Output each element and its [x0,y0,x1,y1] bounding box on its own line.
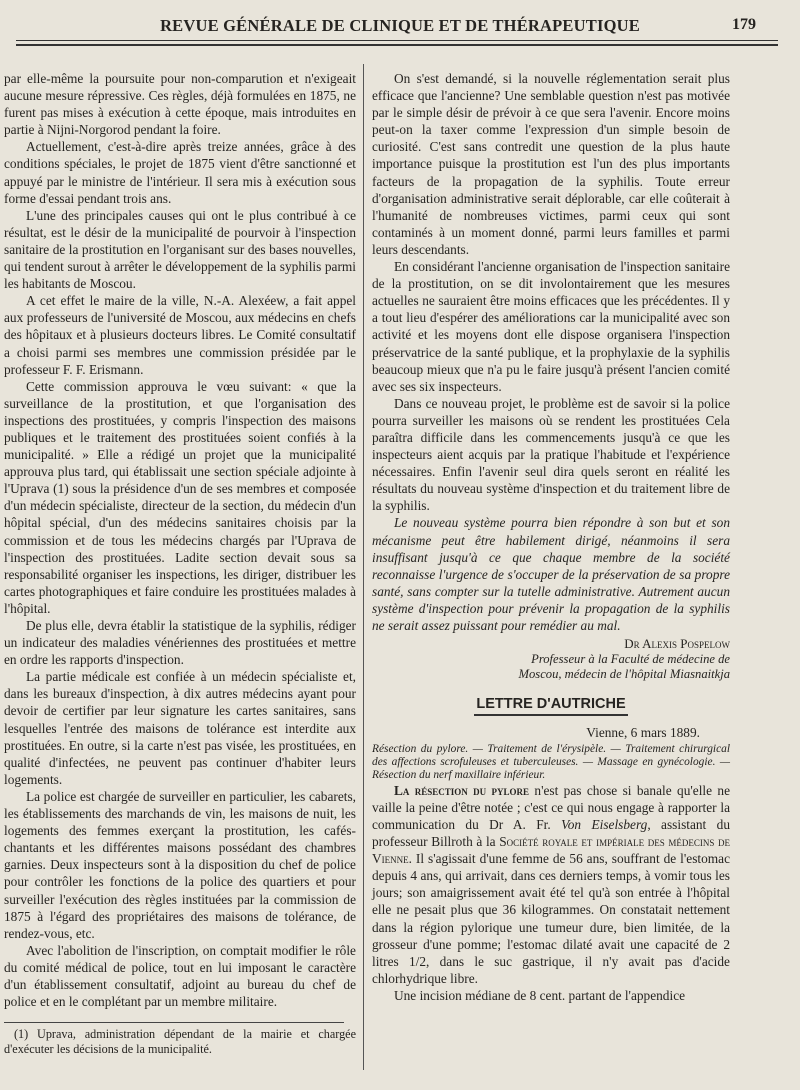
right-column [372,70,730,1004]
paragraph: Une incision médiane de 8 cent. partant de l'appendice [394,987,686,1003]
left-column [4,70,356,1057]
dateline: Vienne, 6 mars 1889. [586,725,700,741]
paragraph [372,782,730,987]
paragraph: La partie médicale est confiée à un médecin spécialiste et, dans les bureaux d'inspection, à dix autres médecins ayant pour devoir de certifier par leur signature les cartes sanitaires, sans lesquelles l'entrée des maisons de tolérance est interdite aux prostituées. En outre, si la carte n'est pas visée, les prostituées, en qualité d'infectées, ne peuvent pas continuer d'habiter leurs logements. [4,669,356,787]
text-run: n'est pas chose si banale qu'elle ne vaille la peine d'être notée ; c'est ce qui nous engage à rapporter la communication du Dr A. Fr. [372,782,730,832]
author-name: Dr Alexis Pospelow [624,636,730,652]
column-divider [363,64,364,1070]
paragraph: Dans ce nouveau projet, le problème est de savoir si la police pourra surveiller les maisons où se rendent les prostituées Cela paraîtra difficile dans les commencements jusqu'à ce que les inspecteurs aient acquis par la pratique l'habitude et l'expérience nécessaires. Enfin l'avenir seul dira quels seront en réalité les résultats du nouveau système d'inspection et du traitement libre de la syphilis. [372,395,730,514]
footnote: (1) Uprava, administration dépendant de la mairie et chargée d'exécuter les décisions de la municipalité. [4,1027,356,1056]
conclusion-paragraph: Le nouveau système pourra bien répondre à son but et son mécanisme peut être habilement dirigé, néanmoins il sera insuffisant jusqu'à ce que chaque membre de la société reconnaisse l'urgence de s'occuper de la préservation de sa propre santé, sans compter sur la tutelle administrative. Autrement aucun système d'inspection pour prévenir la propagation de la syphilis ne serait assez puissant pour remédier au mal. [372,515,730,633]
lead-term: La résection du pylore [394,782,530,798]
person-name: Von Eiselsberg [561,816,648,832]
running-header [14,14,786,40]
paragraph: On s'est demandé, si la nouvelle réglementation serait plus efficace que l'ancienne? Une semblable question n'est pas motivée par le simple désir de prévoir à ce que sera l'avenir. Encore moins peut-on la taxer comme l'expression d'un simple besoin de curiosité. C'est sans contredit une question de la plus haute importance puisque la prostitution est l'un des plus importants facteurs de la propagation de la syphilis. Toute erreur d'organisation administrative serait déplorable, car elle coûterait à l'humanité de nombreuses victimes, parmi ceux qui sont contaminés à un moment donné, parmi leurs familles et parmi leurs descendants. [372,71,730,257]
paragraph: La police est chargée de surveiller en particulier, les cabarets, les établissements des marchands de vin, les maisons de nuit, les logements des femmes exerçant la prostitution, les cafés-chantants et les différentes maisons possédant des chambres garnies. Deux inspecteurs sont à la disposition du chef de police pour contrôler les fonctions de la police des quartiers et pour surveiller l'exécution des règles instituées par la commission de 1875 à l'égard des propriétaires des maisons de tolérance, de rendez-vous, etc. [4,788,356,941]
paragraph: En considérant l'ancienne organisation de l'inspection sanitaire de la prostitution, on se dit involontairement que les mesures actuelles ne sauraient être moins efficaces que les précédentes. Il y a tout lieu d'espérer des améliorations car la municipalité avec son activité et les moyens dont elle dispose organisera l'inspection préservatrice de la santé publique, et la prophylaxie de la syphilis beaucoup mieux que n'a pu le faire jusqu'à présent l'ancien comité avec ses six inspecteurs. [372,259,730,394]
paragraph: Actuellement, c'est-à-dire après treize années, grâce à des conditions spéciales, le projet de 1875 vient d'être sanctionné et appuyé par le ministre de l'intérieur. Il sera mis à exécution sous forme d'essai pendant trois ans. [4,139,356,206]
society-name: Société royale et impériale des médecins de Vienne [372,834,731,867]
author-affiliation: Moscou, médecin de l'hôpital Miasnaitkja [518,667,730,682]
signature-block [372,635,730,682]
footnote-rule [4,1022,344,1023]
header-rule-thick [16,44,778,46]
section-heading [372,696,730,716]
author-affiliation: Professeur à la Faculté de médecine de [531,652,730,667]
paragraph: Avec l'abolition de l'inscription, on comptait modifier le rôle du comité médical de police, tout en lui imposant le caractère d'un établissement consultatif, adjoint au bureau du chef de police et en le complétant par un membre militaire. [4,942,356,1010]
article-summary: Résection du pylore. — Traitement de l'érysipèle. — Traitement chirurgical des affections scrofuleuses et tuberculeuses. — Massage en gynécologie. — Résection du nerf maxillaire inférieur. [372,743,730,781]
page-number: 179 [732,16,756,33]
journal-title: REVUE GÉNÉRALE DE CLINIQUE ET DE THÉRAPEUTIQUE [160,16,640,35]
paragraph: A cet effet le maire de la ville, N.-A. Alexéew, a fait appel aux professeurs de l'université de Moscou, aux médecins en chefs des hôpitaux et à plusieurs docteurs libres. Le Comité consultatif a choisi parmi ses membres une commission présidée par le professeur F. F. Erismann. [4,293,356,377]
paragraph: par elle-même la poursuite pour non-comparution et n'exigeait aucune mesure répressive. Ces règles, déjà formulées en 1875, ne furent pas mises à exécution à cette époque, mais introduites en partie à Nijni-Norgorod pendant la foire. [4,71,356,138]
text-run: . Il s'agissait d'une femme de 56 ans, souffrant de l'estomac depuis 4 ans, qui arrivait, dans ces derniers temps, à vomir tous les jours; son amaigrissement avait été tel qu'à son entrée à l'hôpital elle ne pesait plus que 36 kilogrammes. On constatait nettement dans la région pylorique une tumeur dure, bien limitée, de la grosseur d'une pomme; l'estomac dilaté avait une capacité de 2 litres 1/2, dans le suc gastrique, il n'y avait pas d'acide chlorhydrique libre. [372,851,730,986]
paragraph: De plus elle, devra établir la statistique de la syphilis, rédiger un indicateur des maladies vénériennes des prostituées et mettre en ordre les rapports d'inspection. [4,618,356,668]
paragraph: Cette commission approuva le vœu suivant: « que la surveillance de la prostitution, et que l'organisation des inspections des prostituées, y compris l'inspection des maisons publiques et le traitement des prostituées soient confiés à la municipalité. » Elle a rédigé un projet que la municipalité approuva plus tard, qui établissait une section spéciale adjointe à l'Uprava (1) sous la présidence d'un de ses membres et composée d'un médecin spécialiste, directeur de la section, du médecin d'un hôpital spécial, d'un des médecins sanitaires choisis par la commission et de tous les médecins chargés par l'Uprava de l'inspection des prostituées. Ladite section devait sous sa responsabilité organiser les inspections, les diriger, distribuer les cartes photographiques et faire conduire les prostituées malades à l'hôpital. [4,378,356,616]
section-heading-text: LETTRE D'AUTRICHE [474,696,627,716]
header-rule [16,40,778,41]
text-run: , assistant du professeur Billroth à la [372,816,730,850]
paragraph: L'une des principales causes qui ont le plus contribué à ce résultat, est le désir de la municipalité de pourvoir à l'inspection sanitaire de la prostitution en l'organisant sur des bases nouvelles, qui tendent surout à arrêter le développement de la syphilis parmi les habitants de Moscou. [4,207,356,292]
